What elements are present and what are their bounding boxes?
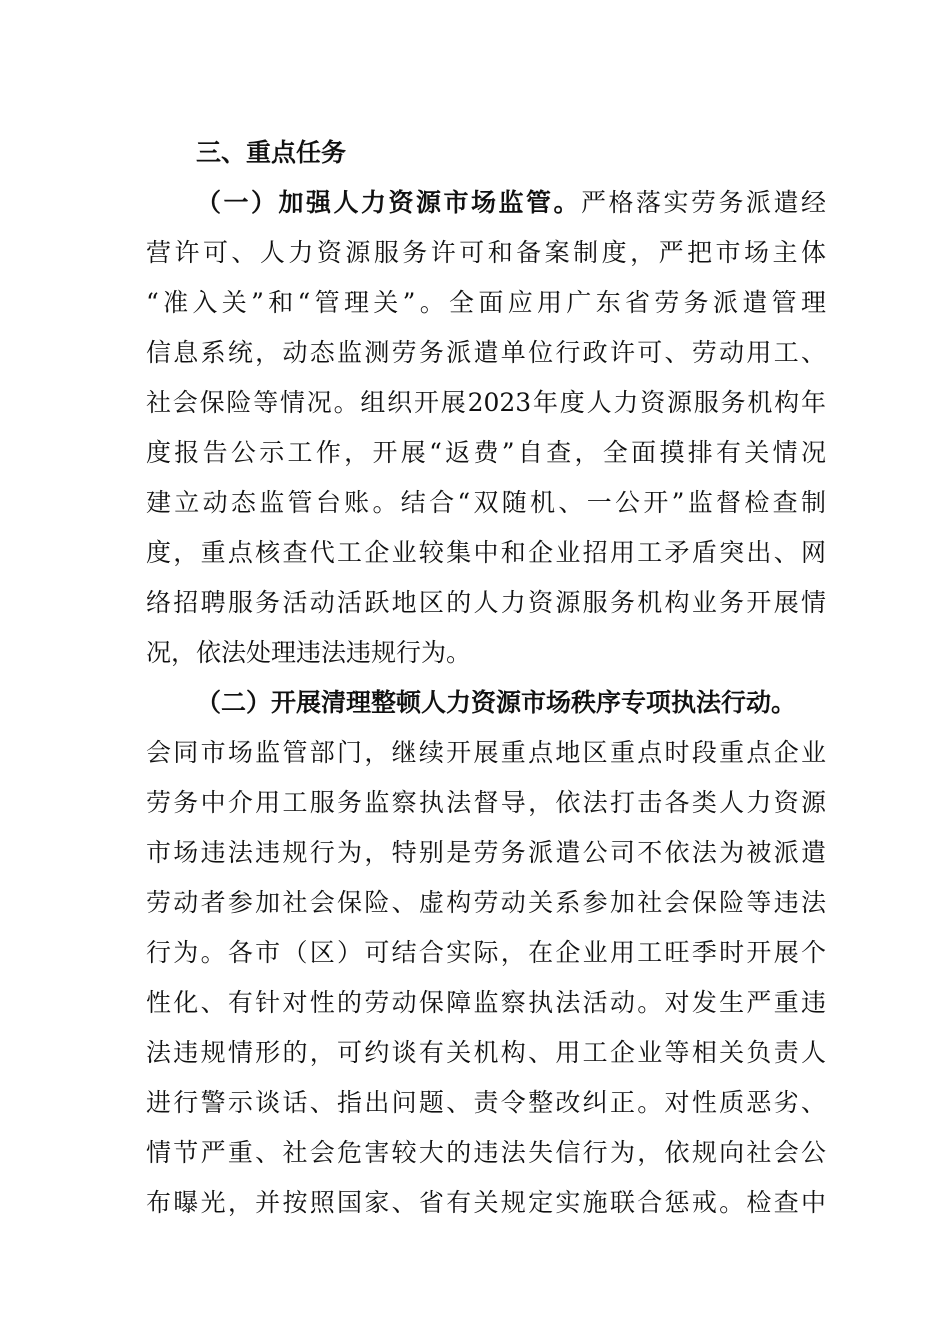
paragraph-1-line-0: 严格落实劳务派遣经: [580, 188, 826, 217]
paragraph-1-line: 度，重点核查代工企业较集中和企业招用工矛盾突出、网: [146, 538, 826, 567]
paragraph-2-line: 法违规情形的，可约谈有关机构、用工企业等相关负责人: [146, 1038, 826, 1067]
paragraph-1-line: 建立动态监管台账。结合“双随机、一公开”监督检查制: [146, 488, 826, 517]
paragraph-1-line: 况，依法处理违法违规行为。: [146, 638, 472, 667]
paragraph-1-line: 营许可、人力资源服务许可和备案制度，严把市场主体: [146, 238, 826, 267]
paragraph-2: [146, 678, 826, 1228]
paragraph-1-line: 络招聘服务活动活跃地区的人力资源服务机构业务开展情: [146, 588, 826, 617]
paragraph-2-line: 劳务中介用工服务监察执法督导，依法打击各类人力资源: [146, 788, 826, 817]
paragraph-1-line: 社会保险等情况。组织开展2023年度人力资源服务机构年: [146, 388, 826, 417]
paragraph-1-first-line: [146, 178, 826, 228]
paragraph-2-line: 市场违法违规行为，特别是劳务派遣公司不依法为被派遣: [146, 838, 826, 867]
section-heading: 三、重点任务: [196, 138, 347, 167]
paragraph-1-line: “准入关”和“管理关”。全面应用广东省劳务派遣管理: [146, 288, 826, 317]
paragraph-2-line: 情节严重、社会危害较大的违法失信行为，依规向社会公: [146, 1138, 826, 1167]
paragraph-2-line: 劳动者参加社会保险、虚构劳动关系参加社会保险等违法: [146, 888, 826, 917]
paragraph-2-title: [146, 678, 826, 728]
paragraph-1-title: （一）加强人力资源市场监管。: [196, 188, 581, 217]
paragraph-1-line: 信息系统，动态监测劳务派遣单位行政许可、劳动用工、: [146, 338, 826, 367]
paragraph-2-line: 行为。各市（区）可结合实际，在企业用工旺季时开展个: [146, 938, 826, 967]
paragraph-2-line: 性化、有针对性的劳动保障监察执法活动。对发生严重违: [146, 988, 826, 1017]
paragraph-1-line: 度报告公示工作，开展“返费”自查，全面摸排有关情况: [146, 438, 826, 467]
paragraph-1: [146, 178, 826, 678]
paragraph-2-line: 进行警示谈话、指出问题、责令整改纠正。对性质恶劣、: [146, 1088, 826, 1117]
paragraph-2-line: 会同市场监管部门，继续开展重点地区重点时段重点企业: [146, 738, 826, 767]
paragraph-2-line: 布曝光，并按照国家、省有关规定实施联合惩戒。检查中: [146, 1188, 826, 1217]
paragraph-2-title-text: （二）开展清理整顿人力资源市场秩序专项执法行动。: [196, 688, 797, 717]
